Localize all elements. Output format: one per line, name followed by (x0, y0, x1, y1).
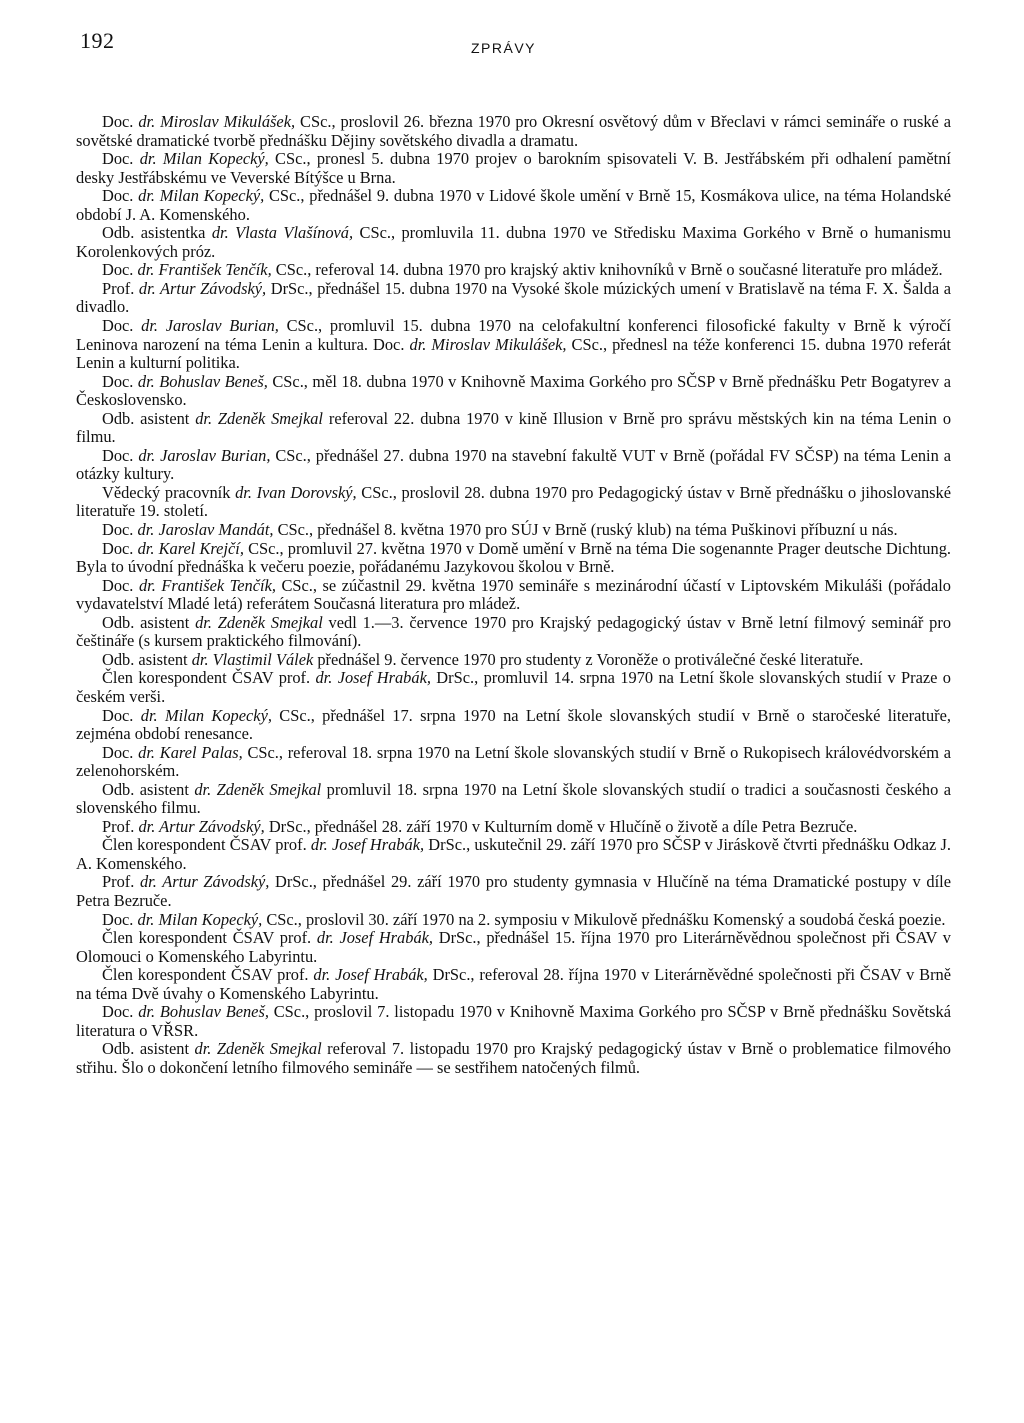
paragraph-text: CSc., pronesl 5. dubna 1970 projev o barokním spisovateli V. B. Jestřábském při odhalení pamětní desky Jestřábskému ve Veverské Bítýšce u Brna. (76, 149, 951, 187)
person-name: dr. Jaroslav Mandát, (137, 520, 274, 540)
paragraph-text: vedl 1.—3. července 1970 pro Krajský pedagogický ústav v Brně letní filmový seminář pro češtináře (s kursem praktického filmování). (76, 612, 952, 651)
report-paragraph (76, 150, 951, 187)
person-name: dr. Jaroslav Burian, (141, 316, 279, 336)
paragraph-text: Doc. (102, 705, 141, 725)
person-name: dr. Vlasta Vlašínová, (211, 223, 354, 243)
person-name: dr. František Tenčík, (138, 575, 276, 595)
person-name: dr. František Tenčík, (137, 260, 272, 280)
person-name: dr. Milan Kopecký, (138, 186, 265, 206)
paragraph-text: DrSc., přednášel 15. října 1970 pro Literárněvědnou společnost při ČSAV v Olomouci o Komenského Labyrintu. (76, 928, 952, 966)
person-name: dr. Miroslav Mikulášek, (409, 334, 567, 354)
paragraph-text: Doc. (102, 371, 138, 391)
report-paragraph (76, 744, 951, 781)
report-paragraph (76, 1003, 951, 1040)
paragraph-text: CSc., proslovil 26. března 1970 pro Okresní osvětový dům v Břeclavi v rámci semináře o ruské a sovětské dramatické tvorbě přednášku Dějiny sovětského divadla a dramatu. (76, 112, 952, 150)
person-name: dr. Zdeněk Smejkal (195, 408, 323, 428)
paragraph-text: Odb. asistent (102, 408, 196, 428)
paragraph-text: promluvil 18. srpna 1970 na Letní škole slovanských studií o tradici a současnosti českého a slovenského filmu. (76, 779, 952, 818)
report-paragraph (76, 873, 951, 910)
report-paragraph (76, 224, 951, 261)
person-name: dr. Vlastimil Válek (191, 649, 314, 669)
report-paragraph (76, 484, 951, 521)
page-header (76, 28, 951, 58)
paragraph-text: Odb. asistent (102, 1039, 195, 1059)
paragraph-text: CSc., promluvila 11. dubna 1970 ve Středisku Maxima Gorkého v Brně o humanismu Korolenkových próz. (76, 223, 951, 261)
paragraph-text: Odb. asistentka (102, 223, 212, 243)
paragraph-text: DrSc., uskutečnil 29. září 1970 pro SČSP v Jiráskově čtvrti přednášku Odkaz J. A. Komenského. (76, 835, 951, 873)
person-name: dr. Miroslav Mikulášek, (138, 112, 296, 131)
paragraph-text: DrSc., přednášel 29. září 1970 pro studenty gymnasia v Hlučíně na téma Dramatické postupy v díle Petra Bezruče. (76, 872, 951, 910)
paragraph-text: referoval 7. listopadu 1970 pro Krajský pedagogický ústav v Brně o problematice filmového střihu. Šlo o dokončení letního filmového semináře — se sestřihem natočených filmů. (76, 1039, 951, 1077)
paragraph-text: referoval 22. dubna 1970 v kině Illusion v Brně pro správu městských kin na téma Lenin o filmu. (76, 408, 952, 447)
paragraph-text: Doc. (102, 112, 139, 131)
person-name: dr. Josef Hrabák, (316, 928, 434, 948)
report-paragraph (76, 410, 951, 447)
paragraph-text: CSc., referoval 18. srpna 1970 na Letní škole slovanských studií v Brně o Rukopisech královédvorském a zelenohorském. (76, 742, 952, 781)
report-paragraph (76, 317, 951, 373)
paragraph-text: Vědecký pracovník (102, 482, 236, 502)
person-name: dr. Artur Závodský, (139, 872, 270, 892)
person-name: dr. Karel Palas, (138, 742, 243, 762)
report-paragraph (76, 577, 951, 614)
paragraph-text: CSc., referoval 14. dubna 1970 pro krajský aktiv knihovníků v Brně o současné literatuře pro mládež. (271, 260, 943, 280)
person-name: dr. Milan Kopecký, (140, 705, 272, 725)
page-number: 192 (80, 28, 115, 53)
paragraph-text: Doc. (102, 260, 138, 280)
person-name: dr. Josef Hrabák, (315, 668, 431, 688)
paragraph-text: CSc., proslovil 30. září 1970 na 2. symposiu v Mikulově přednášku Komenský a soudobá česká poezie. (262, 909, 946, 929)
person-name: dr. Bohuslav Beneš, (137, 371, 268, 391)
report-paragraph (76, 447, 951, 484)
paragraph-text: CSc., přednášel 27. dubna 1970 na stavební fakultě VUT v Brně (pořádal FV SČSP) na téma Lenin a otázky kultury. (76, 445, 951, 484)
paragraph-text: Doc. (102, 520, 138, 540)
report-paragraph (76, 707, 951, 744)
paragraph-text: Člen korespondent ČSAV prof. (102, 668, 316, 688)
paragraph-text: Prof. (102, 278, 139, 298)
report-paragraph (76, 540, 951, 577)
paragraph-text: Člen korespondent ČSAV prof. (102, 928, 317, 948)
report-paragraph (76, 1040, 951, 1077)
report-paragraph (76, 781, 951, 818)
paragraph-text: CSc., měl 18. dubna 1970 v Knihovně Maxima Gorkého pro SČSP v Brně přednášku Petr Bogatyrev a Československo. (76, 371, 951, 410)
report-paragraph (76, 614, 951, 651)
report-paragraph (76, 521, 951, 540)
person-name: dr. Zdeněk Smejkal (195, 612, 323, 632)
person-name: dr. Zdeněk Smejkal (194, 779, 322, 799)
paragraph-text: DrSc., promluvil 14. srpna 1970 na Letní škole slovanských studií v Praze o českém verši. (76, 668, 952, 706)
report-paragraph (76, 836, 951, 873)
paragraph-text: CSc., se zúčastnil 29. května 1970 semináře s mezinárodní účastí v Liptovském Mikuláši (pořádalo vydavatelství Mladé letá) referátem Současná literatura pro mládež. (76, 575, 951, 614)
paragraph-text: Odb. asistent (102, 612, 196, 632)
paragraph-text: DrSc., přednášel 28. září 1970 v Kulturním domě v Hlučíně o životě a díle Petra Bezruče. (264, 816, 858, 836)
person-name: dr. Artur Závodský, (138, 816, 265, 836)
paragraph-text: CSc., promluvil 27. května 1970 v Domě umění v Brně na téma Die sogenannte Prager deutsche Dichtung. Byla to úvodní přednáška k večeru poezie, pořádanému Jazykovou školou v Brně. (76, 538, 951, 577)
person-name: dr. Milan Kopecký, (139, 149, 269, 169)
paragraph-text: Doc. (102, 445, 139, 465)
paragraph-text: Prof. (102, 872, 140, 892)
paragraph-text: Prof. (102, 816, 139, 836)
paragraph-text: CSc., přednesl na téže konferenci 15. dubna 1970 referát Lenin a kulturní politika. (76, 334, 951, 373)
report-paragraph (76, 669, 951, 706)
report-paragraph (76, 187, 951, 224)
paragraph-text: Doc. (102, 1002, 139, 1022)
paragraph-text: CSc., přednášel 8. května 1970 pro SÚJ v Brně (ruský klub) na téma Puškinovi příbuzní u nás. (273, 520, 898, 540)
paragraph-text: Doc. (102, 575, 139, 595)
person-name: dr. Karel Krejčí, (137, 538, 244, 558)
report-paragraph (76, 929, 951, 966)
report-paragraph (76, 651, 951, 670)
person-name: dr. Zdeněk Smejkal (194, 1039, 322, 1059)
paragraph-text: Doc. (102, 186, 139, 206)
paragraph-text: Doc. (102, 742, 139, 762)
paragraph-text: CSc., proslovil 7. listopadu 1970 v Knihovně Maxima Gorkého pro SČSP v Brně přednášku Sovětská literatura o VŘSR. (76, 1002, 951, 1040)
person-name: dr. Artur Závodský, (138, 278, 267, 298)
report-paragraph (76, 911, 951, 930)
running-head: ZPRÁVY (471, 40, 537, 56)
paragraph-text: Doc. (102, 909, 138, 929)
paragraph-text: Odb. asistent (102, 779, 195, 799)
report-paragraph (76, 261, 951, 280)
report-paragraph (76, 818, 951, 837)
person-name: dr. Milan Kopecký, (137, 909, 263, 929)
paragraph-text: Člen korespondent ČSAV prof. (102, 965, 314, 985)
paragraph-text: CSc., přednášel 9. dubna 1970 v Lidové škole umění v Brně 15, Kosmákova ulice, na téma Holandské období J. A. Komenského. (76, 186, 951, 224)
paragraph-text: Člen korespondent ČSAV prof. (102, 835, 311, 855)
paragraph-text: DrSc., přednášel 15. dubna 1970 na Vysoké škole múzických umení v Bratislavě na téma F. X. Šalda a divadlo. (76, 278, 951, 317)
paragraph-text: CSc., promluvil 15. dubna 1970 na celofakultní konferenci filosofické fakulty v Brně k výročí Leninova narození na téma Lenin a kultura. Doc. (76, 316, 951, 354)
person-name: dr. Jaroslav Burian, (138, 445, 271, 465)
person-name: dr. Josef Hrabák, (310, 835, 425, 855)
paragraph-text: Doc. (102, 316, 142, 336)
report-paragraph (76, 113, 951, 150)
person-name: dr. Josef Hrabák, (313, 965, 428, 985)
paragraph-text: přednášel 9. července 1970 pro studenty z Voroněže o protiválečné české literatuře. (313, 649, 864, 669)
paragraph-text: Doc. (102, 538, 138, 558)
report-paragraph (76, 373, 951, 410)
report-text (76, 113, 951, 1077)
person-name: dr. Ivan Dorovský, (235, 482, 357, 502)
report-paragraph (76, 280, 951, 317)
paragraph-text: CSc., proslovil 28. dubna 1970 pro Pedagogický ústav v Brně přednášku o jihoslovanské literatuře 19. století. (76, 482, 951, 521)
paragraph-text: CSc., přednášel 17. srpna 1970 na Letní škole slovanských studií v Brně o staročeské literatuře, zejména období renesance. (76, 705, 951, 744)
page (76, 28, 951, 1077)
paragraph-text: Doc. (102, 149, 140, 169)
paragraph-text: Odb. asistent (102, 649, 192, 669)
paragraph-text: DrSc., referoval 28. října 1970 v Literárněvědné společnosti při ČSAV v Brně na téma Dvě úvahy o Komenského Labyrintu. (76, 965, 951, 1003)
report-paragraph (76, 966, 951, 1003)
person-name: dr. Bohuslav Beneš, (138, 1002, 269, 1022)
